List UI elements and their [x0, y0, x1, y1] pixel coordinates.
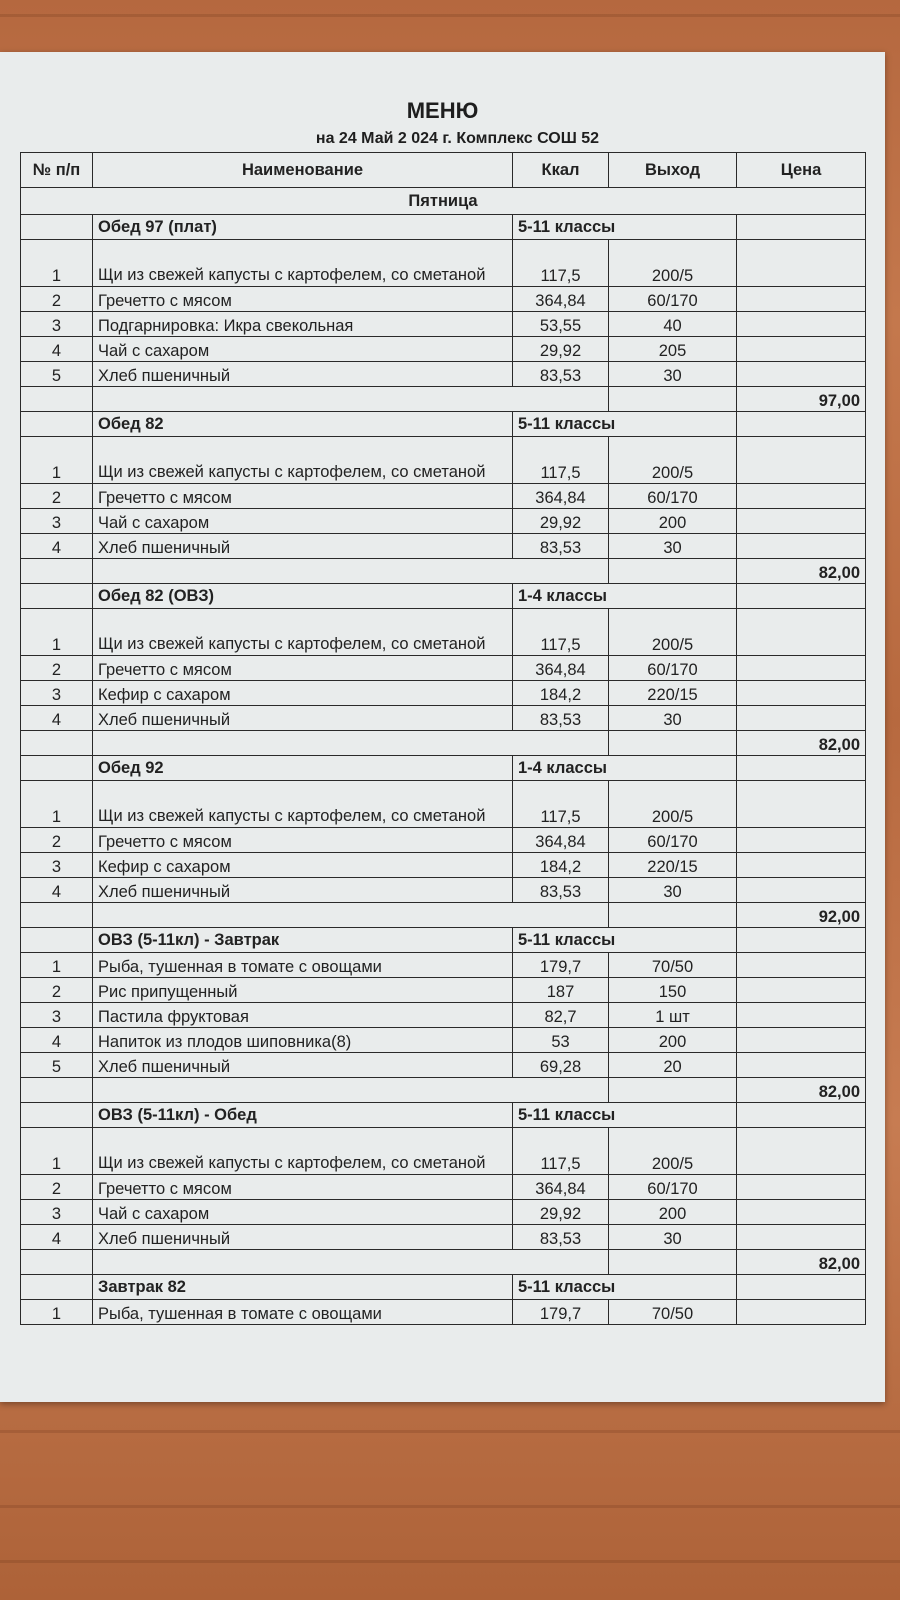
table-row	[21, 484, 866, 509]
item-kcal: 83,53	[513, 362, 609, 387]
item-name: Щи из свежей капусты с картофелем, со сметаной	[93, 240, 513, 287]
item-yield: 60/170	[609, 484, 737, 509]
item-kcal: 83,53	[513, 1225, 609, 1250]
section-classes: 1-4 классы	[513, 756, 737, 781]
section-header-row	[21, 584, 866, 609]
section-title: Обед 82	[93, 412, 513, 437]
item-kcal: 83,53	[513, 878, 609, 903]
section-classes: 1-4 классы	[513, 584, 737, 609]
item-kcal: 29,92	[513, 337, 609, 362]
item-number: 3	[21, 1200, 93, 1225]
item-yield: 30	[609, 362, 737, 387]
item-yield: 30	[609, 706, 737, 731]
section-total-price: 92,00	[737, 903, 866, 928]
item-kcal: 184,2	[513, 853, 609, 878]
item-price	[737, 1300, 866, 1325]
total-empty-left	[93, 731, 609, 756]
item-number: 1	[21, 781, 93, 828]
col-header-kcal: Ккал	[513, 153, 609, 188]
table-row	[21, 1300, 866, 1325]
table-row	[21, 337, 866, 362]
total-empty-num	[21, 1250, 93, 1275]
item-kcal: 82,7	[513, 1003, 609, 1028]
item-number: 5	[21, 1053, 93, 1078]
table-row	[21, 1175, 866, 1200]
total-empty-left	[93, 559, 609, 584]
item-price	[737, 437, 866, 484]
item-kcal: 117,5	[513, 609, 609, 656]
section-price-cell	[737, 215, 866, 240]
section-price-cell	[737, 1275, 866, 1300]
section-total-price: 82,00	[737, 1078, 866, 1103]
total-empty-num	[21, 903, 93, 928]
item-name: Подгарнировка: Икра свекольная	[93, 312, 513, 337]
item-price	[737, 853, 866, 878]
total-empty-num	[21, 1078, 93, 1103]
item-number: 4	[21, 706, 93, 731]
item-price	[737, 337, 866, 362]
item-kcal: 83,53	[513, 706, 609, 731]
total-empty-yield	[609, 1250, 737, 1275]
item-kcal: 364,84	[513, 828, 609, 853]
item-name: Хлеб пшеничный	[93, 878, 513, 903]
item-yield: 200/5	[609, 1128, 737, 1175]
total-empty-yield	[609, 559, 737, 584]
item-number: 1	[21, 1128, 93, 1175]
item-kcal: 53,55	[513, 312, 609, 337]
item-kcal: 117,5	[513, 781, 609, 828]
section-header-row	[21, 1103, 866, 1128]
item-price	[737, 609, 866, 656]
item-yield: 200/5	[609, 437, 737, 484]
item-kcal: 83,53	[513, 534, 609, 559]
item-yield: 205	[609, 337, 737, 362]
table-row	[21, 978, 866, 1003]
item-number: 2	[21, 656, 93, 681]
item-yield: 40	[609, 312, 737, 337]
item-price	[737, 362, 866, 387]
item-price	[737, 953, 866, 978]
item-yield: 200	[609, 1200, 737, 1225]
section-price-cell	[737, 756, 866, 781]
section-num-cell	[21, 584, 93, 609]
table-row	[21, 287, 866, 312]
item-number: 3	[21, 312, 93, 337]
item-number: 5	[21, 362, 93, 387]
item-price	[737, 509, 866, 534]
section-total-row	[21, 1078, 866, 1103]
section-total-row	[21, 903, 866, 928]
section-title: ОВЗ (5-11кл) - Завтрак	[93, 928, 513, 953]
section-header-row	[21, 928, 866, 953]
table-row	[21, 534, 866, 559]
section-classes: 5-11 классы	[513, 928, 737, 953]
item-yield: 60/170	[609, 656, 737, 681]
section-header-row	[21, 215, 866, 240]
total-empty-yield	[609, 1078, 737, 1103]
section-classes: 5-11 классы	[513, 1103, 737, 1128]
page-title: МЕНЮ	[406, 98, 479, 123]
item-yield: 30	[609, 534, 737, 559]
item-price	[737, 312, 866, 337]
item-price	[737, 781, 866, 828]
item-number: 1	[21, 437, 93, 484]
item-price	[737, 656, 866, 681]
menu-table	[20, 152, 866, 1325]
item-yield: 30	[609, 878, 737, 903]
item-name: Чай с сахаром	[93, 1200, 513, 1225]
item-price	[737, 534, 866, 559]
section-classes: 5-11 классы	[513, 412, 737, 437]
col-header-name: Наименование	[93, 153, 513, 188]
item-number: 1	[21, 240, 93, 287]
section-num-cell	[21, 1275, 93, 1300]
section-price-cell	[737, 584, 866, 609]
item-yield: 60/170	[609, 287, 737, 312]
item-number: 3	[21, 853, 93, 878]
table-row	[21, 312, 866, 337]
item-kcal: 179,7	[513, 953, 609, 978]
table-row	[21, 853, 866, 878]
table-row	[21, 362, 866, 387]
section-classes: 5-11 классы	[513, 215, 737, 240]
item-number: 4	[21, 878, 93, 903]
section-total-row	[21, 559, 866, 584]
item-price	[737, 1003, 866, 1028]
section-title: ОВЗ (5-11кл) - Обед	[93, 1103, 513, 1128]
item-kcal: 364,84	[513, 1175, 609, 1200]
section-title: Завтрак 82	[93, 1275, 513, 1300]
table-row	[21, 878, 866, 903]
section-total-price: 97,00	[737, 387, 866, 412]
item-yield: 70/50	[609, 1300, 737, 1325]
item-price	[737, 1225, 866, 1250]
item-price	[737, 240, 866, 287]
item-name: Гречетто с мясом	[93, 287, 513, 312]
item-name: Кефир с сахаром	[93, 681, 513, 706]
section-total-row	[21, 1250, 866, 1275]
item-yield: 20	[609, 1053, 737, 1078]
item-number: 2	[21, 1175, 93, 1200]
total-empty-num	[21, 559, 93, 584]
item-yield: 60/170	[609, 1175, 737, 1200]
total-empty-num	[21, 387, 93, 412]
table-row	[21, 828, 866, 853]
item-number: 2	[21, 484, 93, 509]
item-kcal: 364,84	[513, 484, 609, 509]
item-name: Гречетто с мясом	[93, 828, 513, 853]
item-yield: 200	[609, 509, 737, 534]
item-name: Рыба, тушенная в томате с овощами	[93, 953, 513, 978]
item-yield: 220/15	[609, 681, 737, 706]
item-name: Рыба, тушенная в томате с овощами	[93, 1300, 513, 1325]
item-yield: 200/5	[609, 609, 737, 656]
item-number: 1	[21, 1300, 93, 1325]
table-row	[21, 1003, 866, 1028]
item-name: Щи из свежей капусты с картофелем, со сметаной	[93, 1128, 513, 1175]
item-name: Напиток из плодов шиповника(8)	[93, 1028, 513, 1053]
section-num-cell	[21, 215, 93, 240]
item-number: 3	[21, 1003, 93, 1028]
item-kcal: 117,5	[513, 240, 609, 287]
section-header-row	[21, 412, 866, 437]
item-price	[737, 287, 866, 312]
table-row	[21, 509, 866, 534]
item-name: Кефир с сахаром	[93, 853, 513, 878]
table-row	[21, 1028, 866, 1053]
item-kcal: 184,2	[513, 681, 609, 706]
table-row	[21, 953, 866, 978]
item-yield: 70/50	[609, 953, 737, 978]
section-num-cell	[21, 412, 93, 437]
item-number: 4	[21, 1225, 93, 1250]
item-price	[737, 978, 866, 1003]
item-name: Пастила фруктовая	[93, 1003, 513, 1028]
day-row	[21, 188, 866, 215]
item-yield: 30	[609, 1225, 737, 1250]
item-name: Гречетто с мясом	[93, 1175, 513, 1200]
item-number: 2	[21, 287, 93, 312]
col-header-price: Цена	[737, 153, 866, 188]
col-header-yield: Выход	[609, 153, 737, 188]
item-yield: 200	[609, 1028, 737, 1053]
section-total-price: 82,00	[737, 559, 866, 584]
item-number: 2	[21, 978, 93, 1003]
section-header-row	[21, 756, 866, 781]
section-num-cell	[21, 756, 93, 781]
item-kcal: 179,7	[513, 1300, 609, 1325]
item-number: 4	[21, 1028, 93, 1053]
item-price	[737, 1028, 866, 1053]
section-price-cell	[737, 1103, 866, 1128]
item-price	[737, 828, 866, 853]
item-number: 2	[21, 828, 93, 853]
table-row	[21, 1128, 866, 1175]
total-empty-left	[93, 387, 609, 412]
section-total-row	[21, 387, 866, 412]
total-empty-left	[93, 903, 609, 928]
item-price	[737, 1053, 866, 1078]
item-name: Хлеб пшеничный	[93, 534, 513, 559]
section-total-price: 82,00	[737, 1250, 866, 1275]
item-kcal: 364,84	[513, 656, 609, 681]
item-price	[737, 681, 866, 706]
item-name: Щи из свежей капусты с картофелем, со сметаной	[93, 781, 513, 828]
item-yield: 200/5	[609, 781, 737, 828]
table-row	[21, 1200, 866, 1225]
item-yield: 200/5	[609, 240, 737, 287]
item-number: 4	[21, 337, 93, 362]
total-empty-left	[93, 1250, 609, 1275]
item-name: Хлеб пшеничный	[93, 1225, 513, 1250]
item-name: Щи из свежей капусты с картофелем, со сметаной	[93, 609, 513, 656]
section-total-row	[21, 731, 866, 756]
item-kcal: 117,5	[513, 1128, 609, 1175]
section-title: Обед 82 (ОВЗ)	[93, 584, 513, 609]
item-yield: 1 шт	[609, 1003, 737, 1028]
item-number: 3	[21, 509, 93, 534]
item-yield: 220/15	[609, 853, 737, 878]
item-price	[737, 878, 866, 903]
item-kcal: 117,5	[513, 437, 609, 484]
table-row	[21, 706, 866, 731]
table-row	[21, 437, 866, 484]
item-name: Хлеб пшеничный	[93, 706, 513, 731]
item-number: 1	[21, 609, 93, 656]
section-price-cell	[737, 928, 866, 953]
section-title: Обед 92	[93, 756, 513, 781]
section-classes: 5-11 классы	[513, 1275, 737, 1300]
item-yield: 60/170	[609, 828, 737, 853]
page-subtitle: на 24 Май 2 024 г. Комплекс СОШ 52	[315, 130, 600, 147]
total-empty-yield	[609, 731, 737, 756]
item-name: Чай с сахаром	[93, 509, 513, 534]
item-name: Гречетто с мясом	[93, 656, 513, 681]
menu-sheet	[0, 52, 885, 1402]
item-number: 3	[21, 681, 93, 706]
table-row	[21, 1053, 866, 1078]
table-row	[21, 240, 866, 287]
item-number: 4	[21, 534, 93, 559]
item-kcal: 29,92	[513, 1200, 609, 1225]
section-num-cell	[21, 1103, 93, 1128]
table-row	[21, 656, 866, 681]
item-name: Гречетто с мясом	[93, 484, 513, 509]
item-name: Хлеб пшеничный	[93, 1053, 513, 1078]
table-row	[21, 609, 866, 656]
item-name: Хлеб пшеничный	[93, 362, 513, 387]
item-price	[737, 484, 866, 509]
item-price	[737, 706, 866, 731]
item-yield: 150	[609, 978, 737, 1003]
total-empty-num	[21, 731, 93, 756]
table-row	[21, 1225, 866, 1250]
item-kcal: 364,84	[513, 287, 609, 312]
section-header-row	[21, 1275, 866, 1300]
total-empty-yield	[609, 387, 737, 412]
section-price-cell	[737, 412, 866, 437]
item-kcal: 187	[513, 978, 609, 1003]
item-price	[737, 1175, 866, 1200]
col-header-num: № п/п	[21, 153, 93, 188]
table-row	[21, 681, 866, 706]
item-number: 1	[21, 953, 93, 978]
day-label: Пятница	[21, 188, 866, 215]
item-kcal: 29,92	[513, 509, 609, 534]
item-kcal: 53	[513, 1028, 609, 1053]
item-name: Щи из свежей капусты с картофелем, со сметаной	[93, 437, 513, 484]
section-num-cell	[21, 928, 93, 953]
total-empty-yield	[609, 903, 737, 928]
item-price	[737, 1128, 866, 1175]
item-name: Рис припущенный	[93, 978, 513, 1003]
section-title: Обед 97 (плат)	[93, 215, 513, 240]
total-empty-left	[93, 1078, 609, 1103]
section-total-price: 82,00	[737, 731, 866, 756]
item-kcal: 69,28	[513, 1053, 609, 1078]
item-price	[737, 1200, 866, 1225]
table-header-row	[21, 153, 866, 188]
table-row	[21, 781, 866, 828]
item-name: Чай с сахаром	[93, 337, 513, 362]
